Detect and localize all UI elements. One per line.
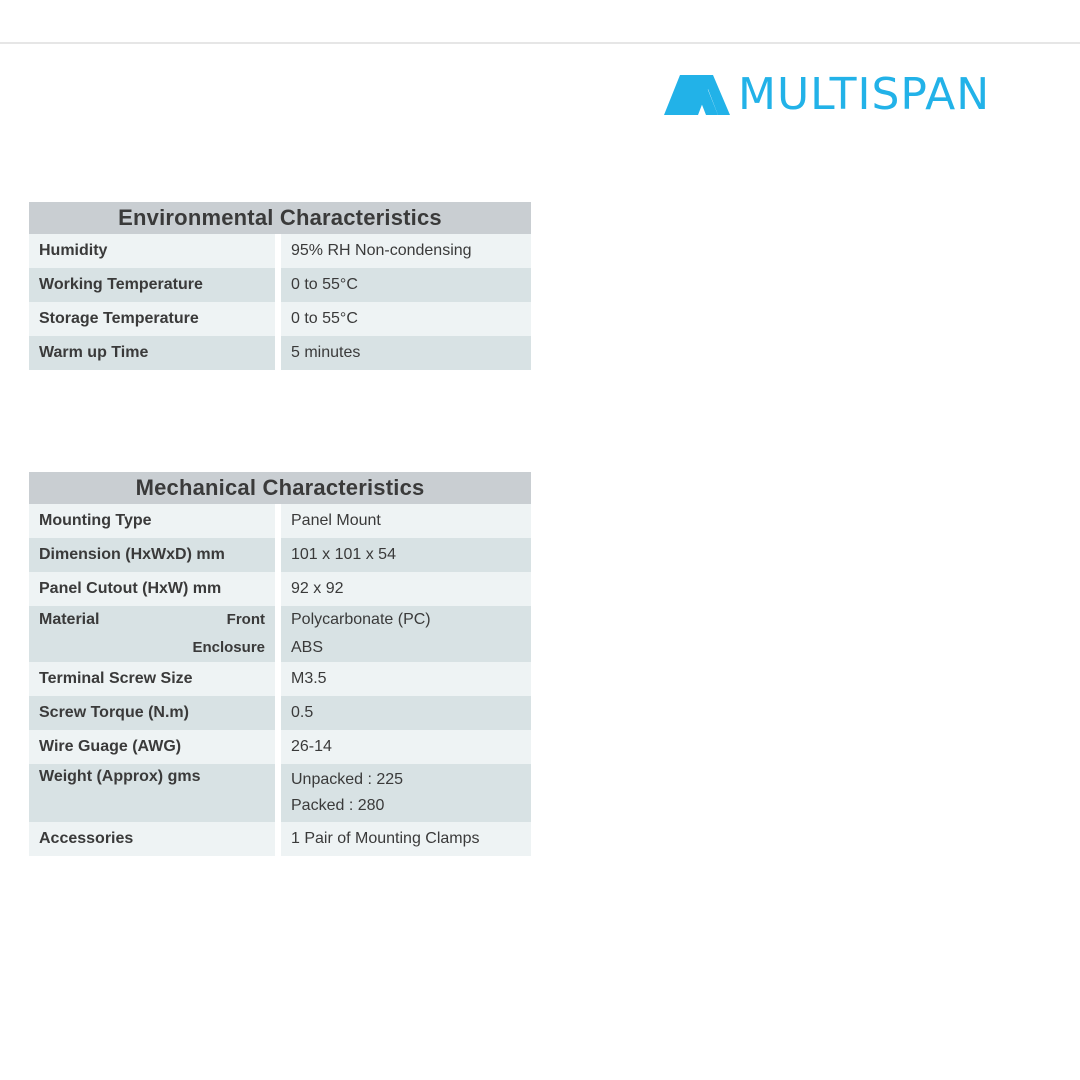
row-value: 26-14 [278, 730, 531, 764]
table-row [29, 822, 531, 856]
table-title: Mechanical Characteristics [29, 472, 531, 504]
material-enclosure-label: Enclosure [192, 639, 265, 656]
table-row [29, 336, 531, 370]
table-row [29, 730, 531, 764]
row-label: Weight (Approx) gms [29, 764, 278, 822]
multispan-logo-icon [664, 75, 730, 115]
row-value [278, 764, 531, 822]
row-label: Dimension (HxWxD) mm [29, 538, 278, 572]
table-row [29, 504, 531, 538]
row-value: 92 x 92 [278, 572, 531, 606]
weight-packed: Packed : 280 [291, 797, 385, 814]
table-row [29, 662, 531, 696]
mechanical-characteristics-table [29, 472, 531, 856]
row-label: Screw Torque (N.m) [29, 696, 278, 730]
table-row [29, 764, 531, 822]
table-row [29, 268, 531, 302]
row-value: 0.5 [278, 696, 531, 730]
row-label: Wire Guage (AWG) [29, 730, 278, 764]
row-label: Panel Cutout (HxW) mm [29, 572, 278, 606]
row-value: 0 to 55°C [278, 268, 531, 302]
row-label: Mounting Type [29, 504, 278, 538]
row-value: 95% RH Non-condensing [278, 234, 531, 268]
row-value: 5 minutes [278, 336, 531, 370]
weight-unpacked: Unpacked : 225 [291, 771, 404, 788]
row-label [29, 606, 278, 662]
top-divider [0, 42, 1080, 44]
environmental-characteristics-table [29, 202, 531, 370]
row-value: 0 to 55°C [278, 302, 531, 336]
row-value: M3.5 [278, 662, 531, 696]
table-row [29, 302, 531, 336]
material-enclosure-value: ABS [291, 639, 324, 656]
row-label: Humidity [29, 234, 278, 268]
brand-name: MULTISPAN [738, 69, 991, 120]
material-label: Material [39, 611, 100, 628]
row-label: Accessories [29, 822, 278, 856]
row-label: Working Temperature [29, 268, 278, 302]
brand-logo [664, 70, 990, 120]
row-label: Terminal Screw Size [29, 662, 278, 696]
table-row [29, 606, 531, 662]
material-front-label: Front [226, 611, 265, 628]
row-value: 101 x 101 x 54 [278, 538, 531, 572]
row-value [278, 606, 531, 662]
row-label: Warm up Time [29, 336, 278, 370]
table-row [29, 538, 531, 572]
row-label: Storage Temperature [29, 302, 278, 336]
table-title: Environmental Characteristics [29, 202, 531, 234]
material-front-value: Polycarbonate (PC) [291, 611, 431, 628]
row-value: 1 Pair of Mounting Clamps [278, 822, 531, 856]
table-row [29, 572, 531, 606]
row-value: Panel Mount [278, 504, 531, 538]
table-row [29, 234, 531, 268]
table-row [29, 696, 531, 730]
